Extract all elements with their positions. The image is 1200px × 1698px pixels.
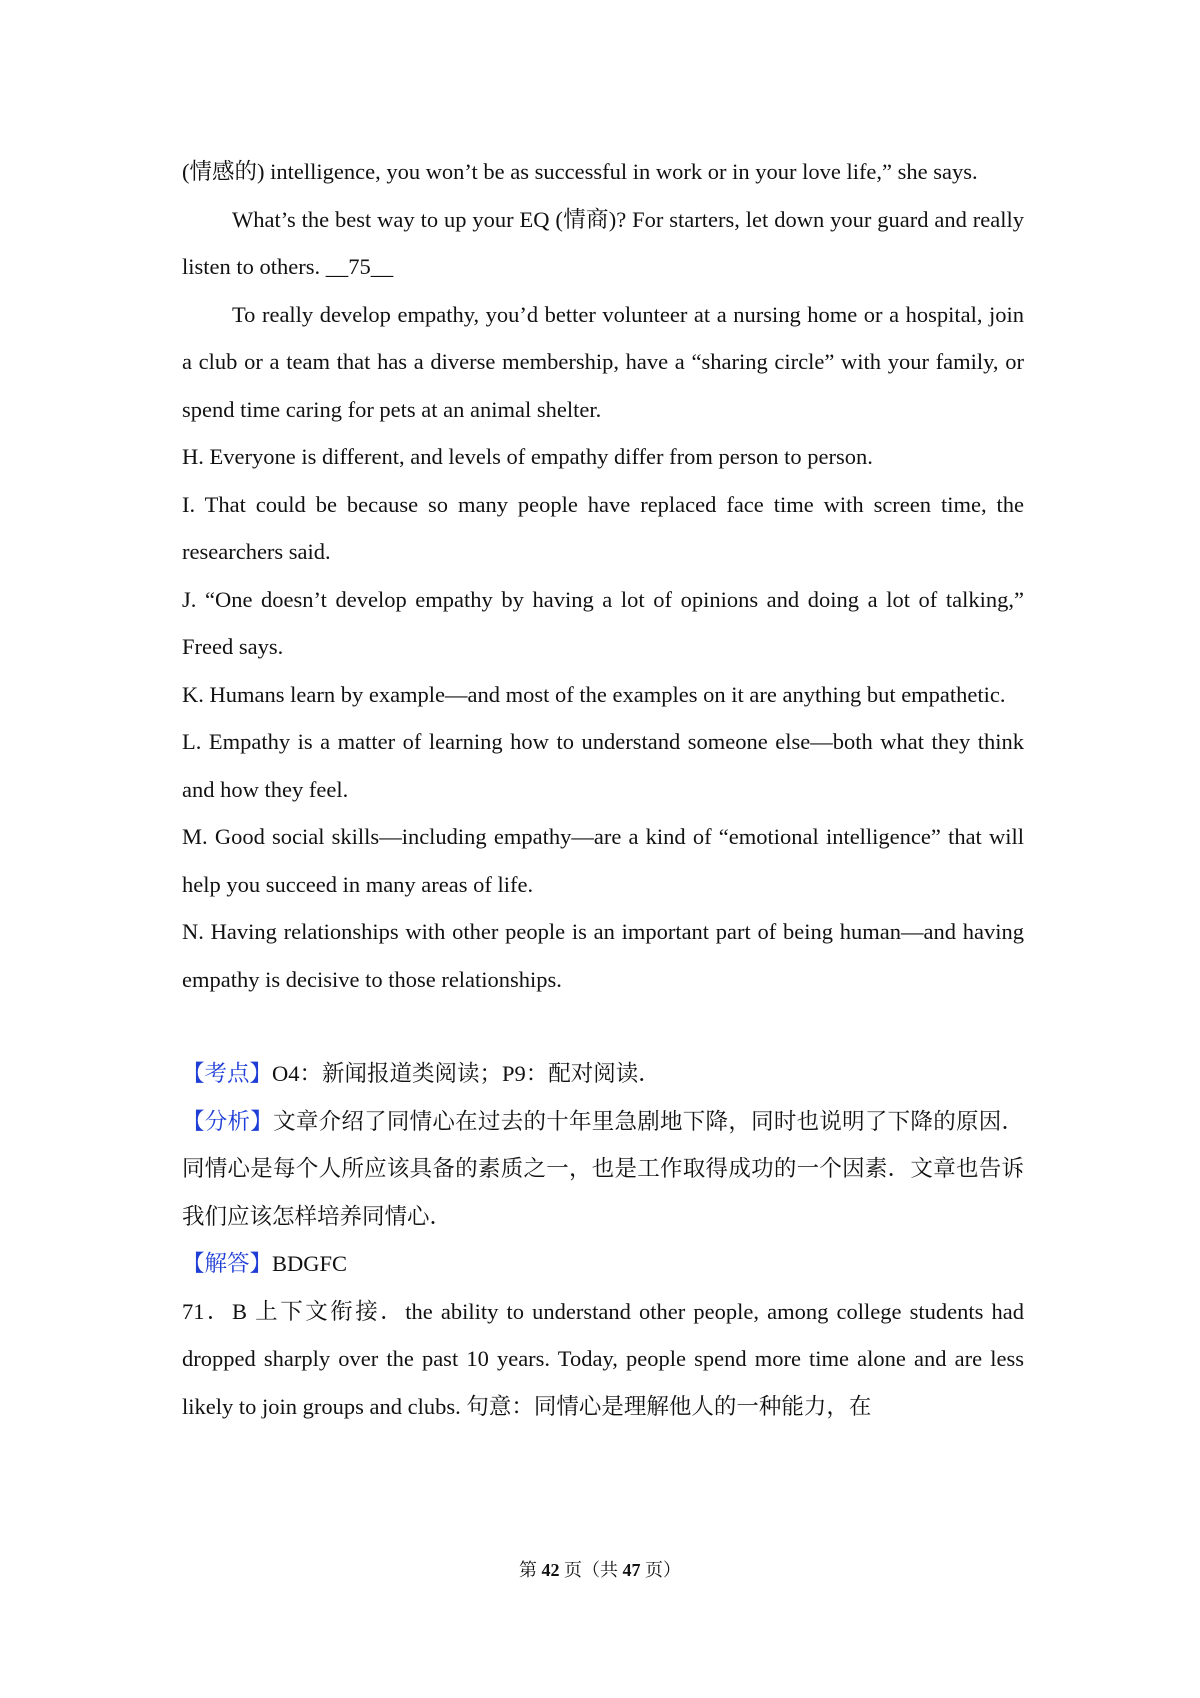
fenxi-line <box>182 1098 1024 1241</box>
option-j: J. “One doesn’t develop empathy by having a lot of opinions and doing a lot of talking,” Freed says. <box>182 586 1024 659</box>
section-spacer <box>182 1003 1024 1050</box>
kaodian-text: O4：新闻报道类阅读；P9：配对阅读． <box>272 1061 661 1086</box>
kaodian-line <box>182 1050 1024 1098</box>
page-content <box>182 148 1024 1430</box>
option-m: M. Good social skills—including empathy—are a kind of “emotional intelligence” that will help you succeed in many areas of life. <box>182 824 1024 897</box>
kaodian-tag: 【考点】 <box>182 1061 273 1086</box>
option-k: K. Humans learn by example—and most of the examples on it are anything but empathetic. <box>182 681 1006 707</box>
footer-middle: 页（共 <box>559 1560 623 1580</box>
jieda-tag: 【解答】 <box>182 1251 273 1276</box>
footer-suffix: 页） <box>640 1560 681 1580</box>
page-footer <box>0 1556 1200 1582</box>
option-n: N. Having relationships with other people is an important part of being human—and having empathy is decisive to those relationships. <box>182 919 1024 992</box>
footer-page-number: 42 <box>541 1560 560 1580</box>
option-i: I. That could be because so many people have replaced face time with screen time, the researchers said. <box>182 491 1024 564</box>
option-l: L. Empathy is a matter of learning how to understand someone else—both what they think and how they feel. <box>182 729 1024 802</box>
passage-paragraph-1: (情感的) intelligence, you won’t be as successful in work or in your love life,” she says. <box>182 159 978 184</box>
question-71-explanation: 71．B 上下文衔接．the ability to understand other people, among college students had dropped sharply over the past 10 years. Today, people spend more time alone and are less likely to join groups and clubs. 句意：同情心是理解他人的一种能力，在 <box>182 1298 1024 1419</box>
passage-paragraph-2: What’s the best way to up your EQ (情商)? For starters, let down your guard and really listen to others. __75__ <box>182 206 1024 279</box>
jieda-text: BDGFC <box>272 1251 348 1276</box>
footer-prefix: 第 <box>519 1560 542 1580</box>
footer-total-pages: 47 <box>622 1560 641 1580</box>
fenxi-text: 文章介绍了同情心在过去的十年里急剧地下降，同时也说明了下降的原因．同情心是每个人所应该具备的素质之一，也是工作取得成功的一个因素．文章也告诉我们应该怎样培养同情心． <box>182 1108 1024 1229</box>
option-h: H. Everyone is different, and levels of empathy differ from person to person. <box>182 444 873 469</box>
passage-paragraph-3: To really develop empathy, you’d better volunteer at a nursing home or a hospital, join a club or a team that has a diverse membership, have a “sharing circle” with your family, or spend time caring for pets at an animal shelter. <box>182 301 1024 422</box>
fenxi-tag: 【分析】 <box>182 1108 274 1134</box>
jieda-line <box>182 1240 1024 1288</box>
